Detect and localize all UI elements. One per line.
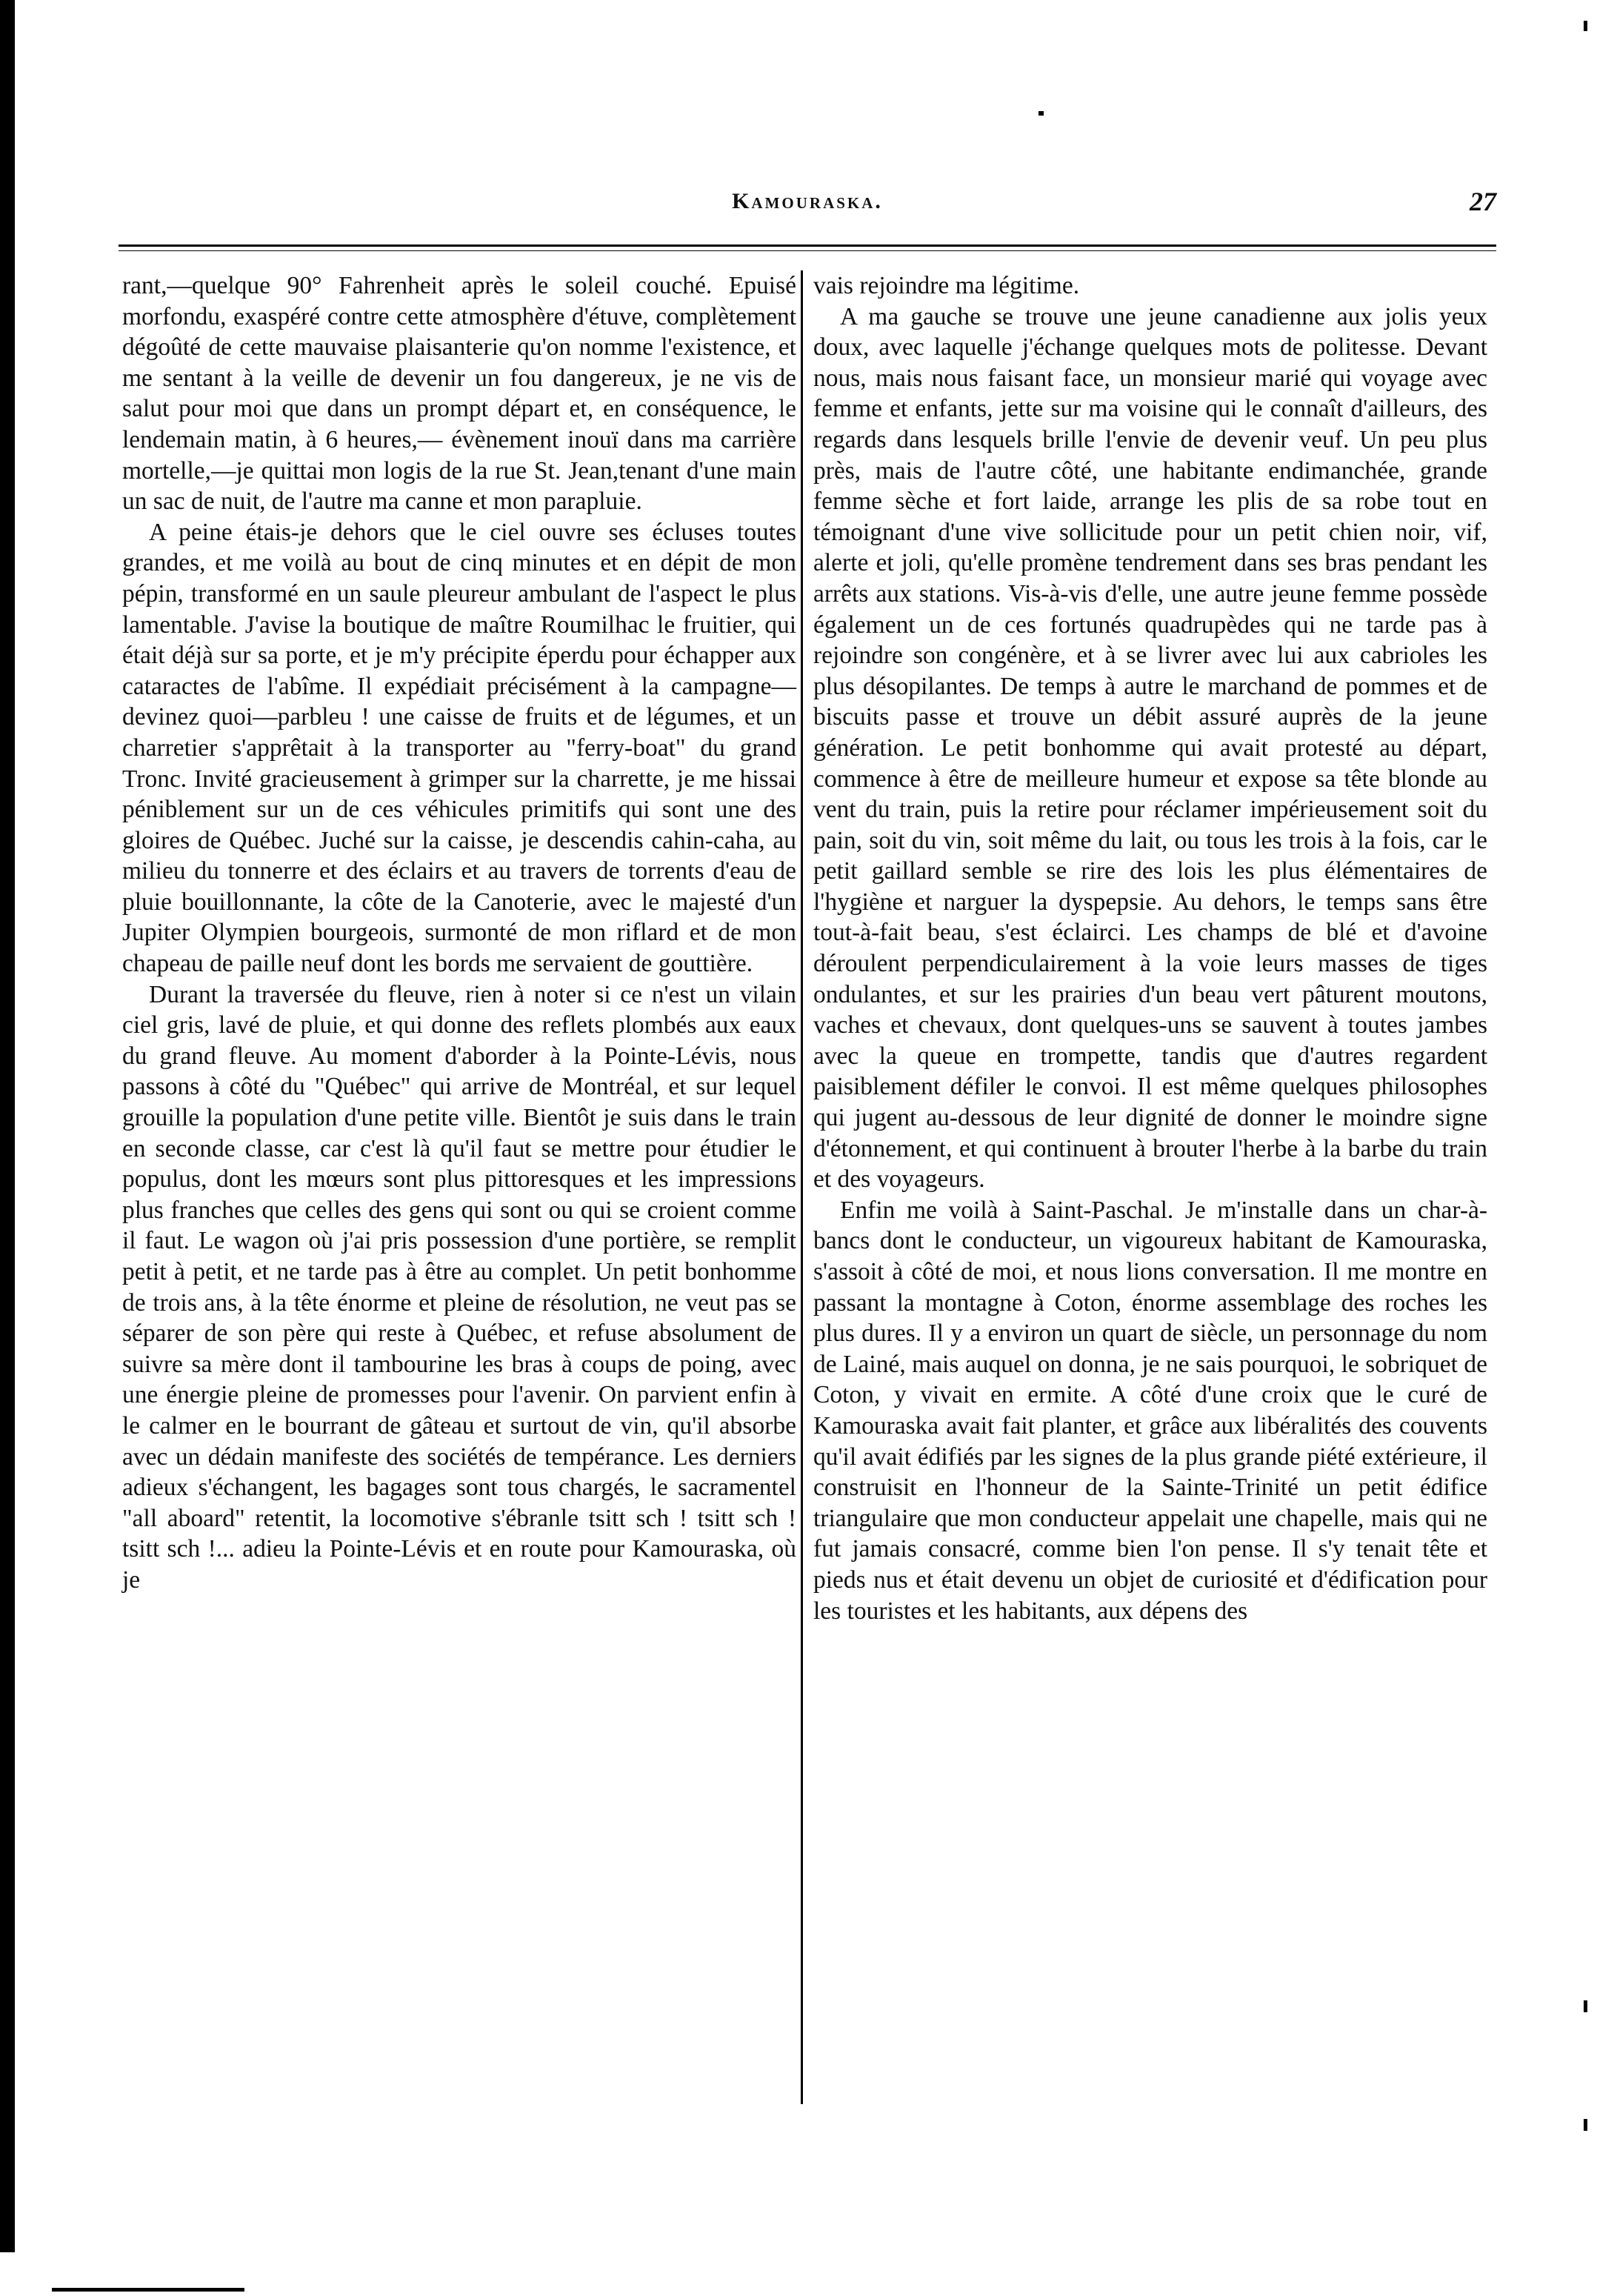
bottom-rule — [52, 2288, 244, 2292]
header-rule — [119, 244, 1496, 247]
scan-speck — [1584, 2000, 1587, 2012]
paragraph: Durant la traversée du fleuve, rien à noter si ce n'est un vilain ciel gris, lavé de pluie, et qui donne des reflets plombés aux eaux du grand fleuve. Au moment d'aborder à la Pointe-Lévis, nous passons à côté du "Québec" qui arrive de Montréal, et sur lequel grouille la population d'une petite ville. Bientôt je suis dans le train en seconde classe, car c'est là qu'il faut se mettre pour étudier le populus, dont les mœurs sont plus pittoresques et les impressions plus franches que celles des gens qui sont ou qui se croient comme il faut. Le wagon où j'ai pris possession d'une portière, se remplit petit à petit, et ne tarde pas à être au complet. Un petit bonhomme de trois ans, à la tête énorme et pleine de résolution, ne veut pas se séparer de son père qui reste à Québec, et refuse absolument de suivre sa mère dont il tambourine les bras à coups de poing, avec une énergie pleine de promesses pour l'avenir. On parvient enfin à le calmer en le bourrant de gâteau et surtout de vin, qu'il absorbe avec un dédain manifeste des sociétés de tempérance. Les derniers adieux s'échangent, les bagages sont tous chargés, le sacramentel "all aboard" retentit, la locomotive s'ébranle tsitt sch ! tsitt sch ! tsitt sch !... adieu la Pointe-Lévis et en route pour Kamouraska, où je — [122, 980, 796, 1594]
paragraph: Enfin me voilà à Saint-Paschal. Je m'installe dans un char-à-bancs dont le conducteur, un vigoureux habitant de Kamouraska, s'assoit à côté de moi, et nous lions conversation. Il me montre en passant la montagne à Coton, énorme assemblage des roches les plus dures. Il y a environ un quart de siècle, un personnage du nom de Lainé, mais auquel on donna, je ne sais pourquoi, le sobriquet de Coton, y vivait en ermite. A côté d'une croix que le curé de Kamouraska avait fait planter, et grâce aux libéralités des couvents qu'il avait édifiés par les signes de la plus grande piété extérieure, il construisit en l'honneur de la Sainte-Trinité un petit édifice triangulaire que mon conducteur appelait une chapelle, mais qui ne fut jamais consacré, comme bien l'on pense. Il s'y tenait tête et pieds nus et était devenu un objet de curiosité et d'édification pour les touristes et les habitants, aux dépens des — [813, 1196, 1487, 1625]
left-column — [122, 270, 796, 2108]
scan-speck — [1584, 2119, 1587, 2131]
running-title: Kamouraska. — [732, 189, 883, 213]
scan-speck — [1038, 111, 1044, 116]
page-binding-edge — [0, 0, 15, 2252]
paragraph: A ma gauche se trouve une jeune canadienne aux jolis yeux doux, avec laquelle j'échange quelques mots de politesse. Devant nous, mais nous faisant face, un monsieur marié qui voyage avec femme et enfants, jette sur ma voisine qui le connaît d'ailleurs, des regards dans lesquels brille l'envie de devenir veuf. Un peu plus près, mais de l'autre côté, une habitante endimanchée, grande femme sèche et fort laide, arrange les plis de sa robe tout en témoignant d'une vive sollicitude pour un petit chien noir, vif, alerte et joli, qu'elle promène tendrement dans ses bras pendant les arrêts aux stations. Vis-à-vis d'elle, une autre jeune femme possède également un de ces fortunés quadrupèdes qui ne tarde pas à rejoindre son congénère, et à se livrer avec lui aux cabrioles les plus désopilantes. De temps à autre le marchand de pommes et de biscuits passe et trouve un débit assuré auprès de la jeune génération. Le petit bonhomme qui avait protesté au départ, commence à être de meilleure humeur et expose sa tête blonde au vent du train, puis la retire pour réclamer impérieusement soit du pain, soit du vin, soit même du lait, ou tous les trois à la fois, car le petit gaillard semble se rire des lois les plus élémentaires de l'hygiène et narguer la dyspepsie. Au dehors, le temps sans être tout-à-fait beau, s'est éclairci. Les champs de blé et d'avoine déroulent perpendiculairement à la voie leurs masses de tiges ondulantes, et sur les prairies d'un beau vert pâturent moutons, vaches et chevaux, dont quelques-uns se sauvent à toutes jambes avec la queue en trompette, tandis que d'autres regardent paisiblement défiler le convoi. Il est même quelques philosophes qui jugent au-dessous de leur dignité de donner le moindre signe d'étonnement, et qui continuent à brouter l'herbe à la barbe du train et des voyageurs. — [813, 302, 1487, 1194]
paragraph: rant,—quelque 90° Fahrenheit après le soleil couché. Epuisé morfondu, exaspéré contre cette atmosphère d'étuve, complètement dégoûté de cette mauvaise plaisanterie qu'on nomme l'existence, et me sentant à la veille de devenir un fou dangereux, je ne vis de salut pour moi que dans un prompt départ et, en conséquence, le lendemain matin, à 6 heures,— évènement inouï dans ma carrière mortelle,—je quittai mon logis de la rue St. Jean,tenant d'une main un sac de nuit, de l'autre ma canne et mon parapluie. — [122, 272, 796, 516]
column-divider — [801, 270, 803, 2104]
page-number: 27 — [1470, 187, 1496, 216]
page-header — [119, 189, 1496, 226]
paragraph: vais rejoindre ma légitime. — [813, 272, 1080, 299]
scan-speck — [1584, 21, 1587, 31]
right-column — [813, 270, 1487, 2108]
header-rule-thin — [119, 250, 1496, 251]
paragraph: A peine étais-je dehors que le ciel ouvre ses écluses toutes grandes, et me voilà au bout de cinq minutes et en dépit de mon pépin, transformé en un saule pleureur ambulant de l'aspect le plus lamentable. J'avise la boutique de maître Roumilhac le fruitier, qui était déjà sur sa porte, et je m'y précipite éperdu pour échapper aux cataractes de l'abîme. Il expédiait précisément à la campagne—devinez quoi—parbleu ! une caisse de fruits et de légumes, et un charretier s'apprêtait à la transporter au "ferry-boat" du grand Tronc. Invité gracieusement à grimper sur la charrette, je me hissai péniblement sur un de ces véhicules primitifs qui sont une des gloires de Québec. Juché sur la caisse, je descendis cahin-caha, au milieu du tonnerre et des éclairs et au travers de torrents d'eau de pluie bouillonnante, la côte de la Canoterie, avec le majesté d'un Jupiter Olympien bourgeois, surmonté de mon riflard et de mon chapeau de paille neuf dont les bords me servaient de gouttière. — [122, 518, 796, 978]
